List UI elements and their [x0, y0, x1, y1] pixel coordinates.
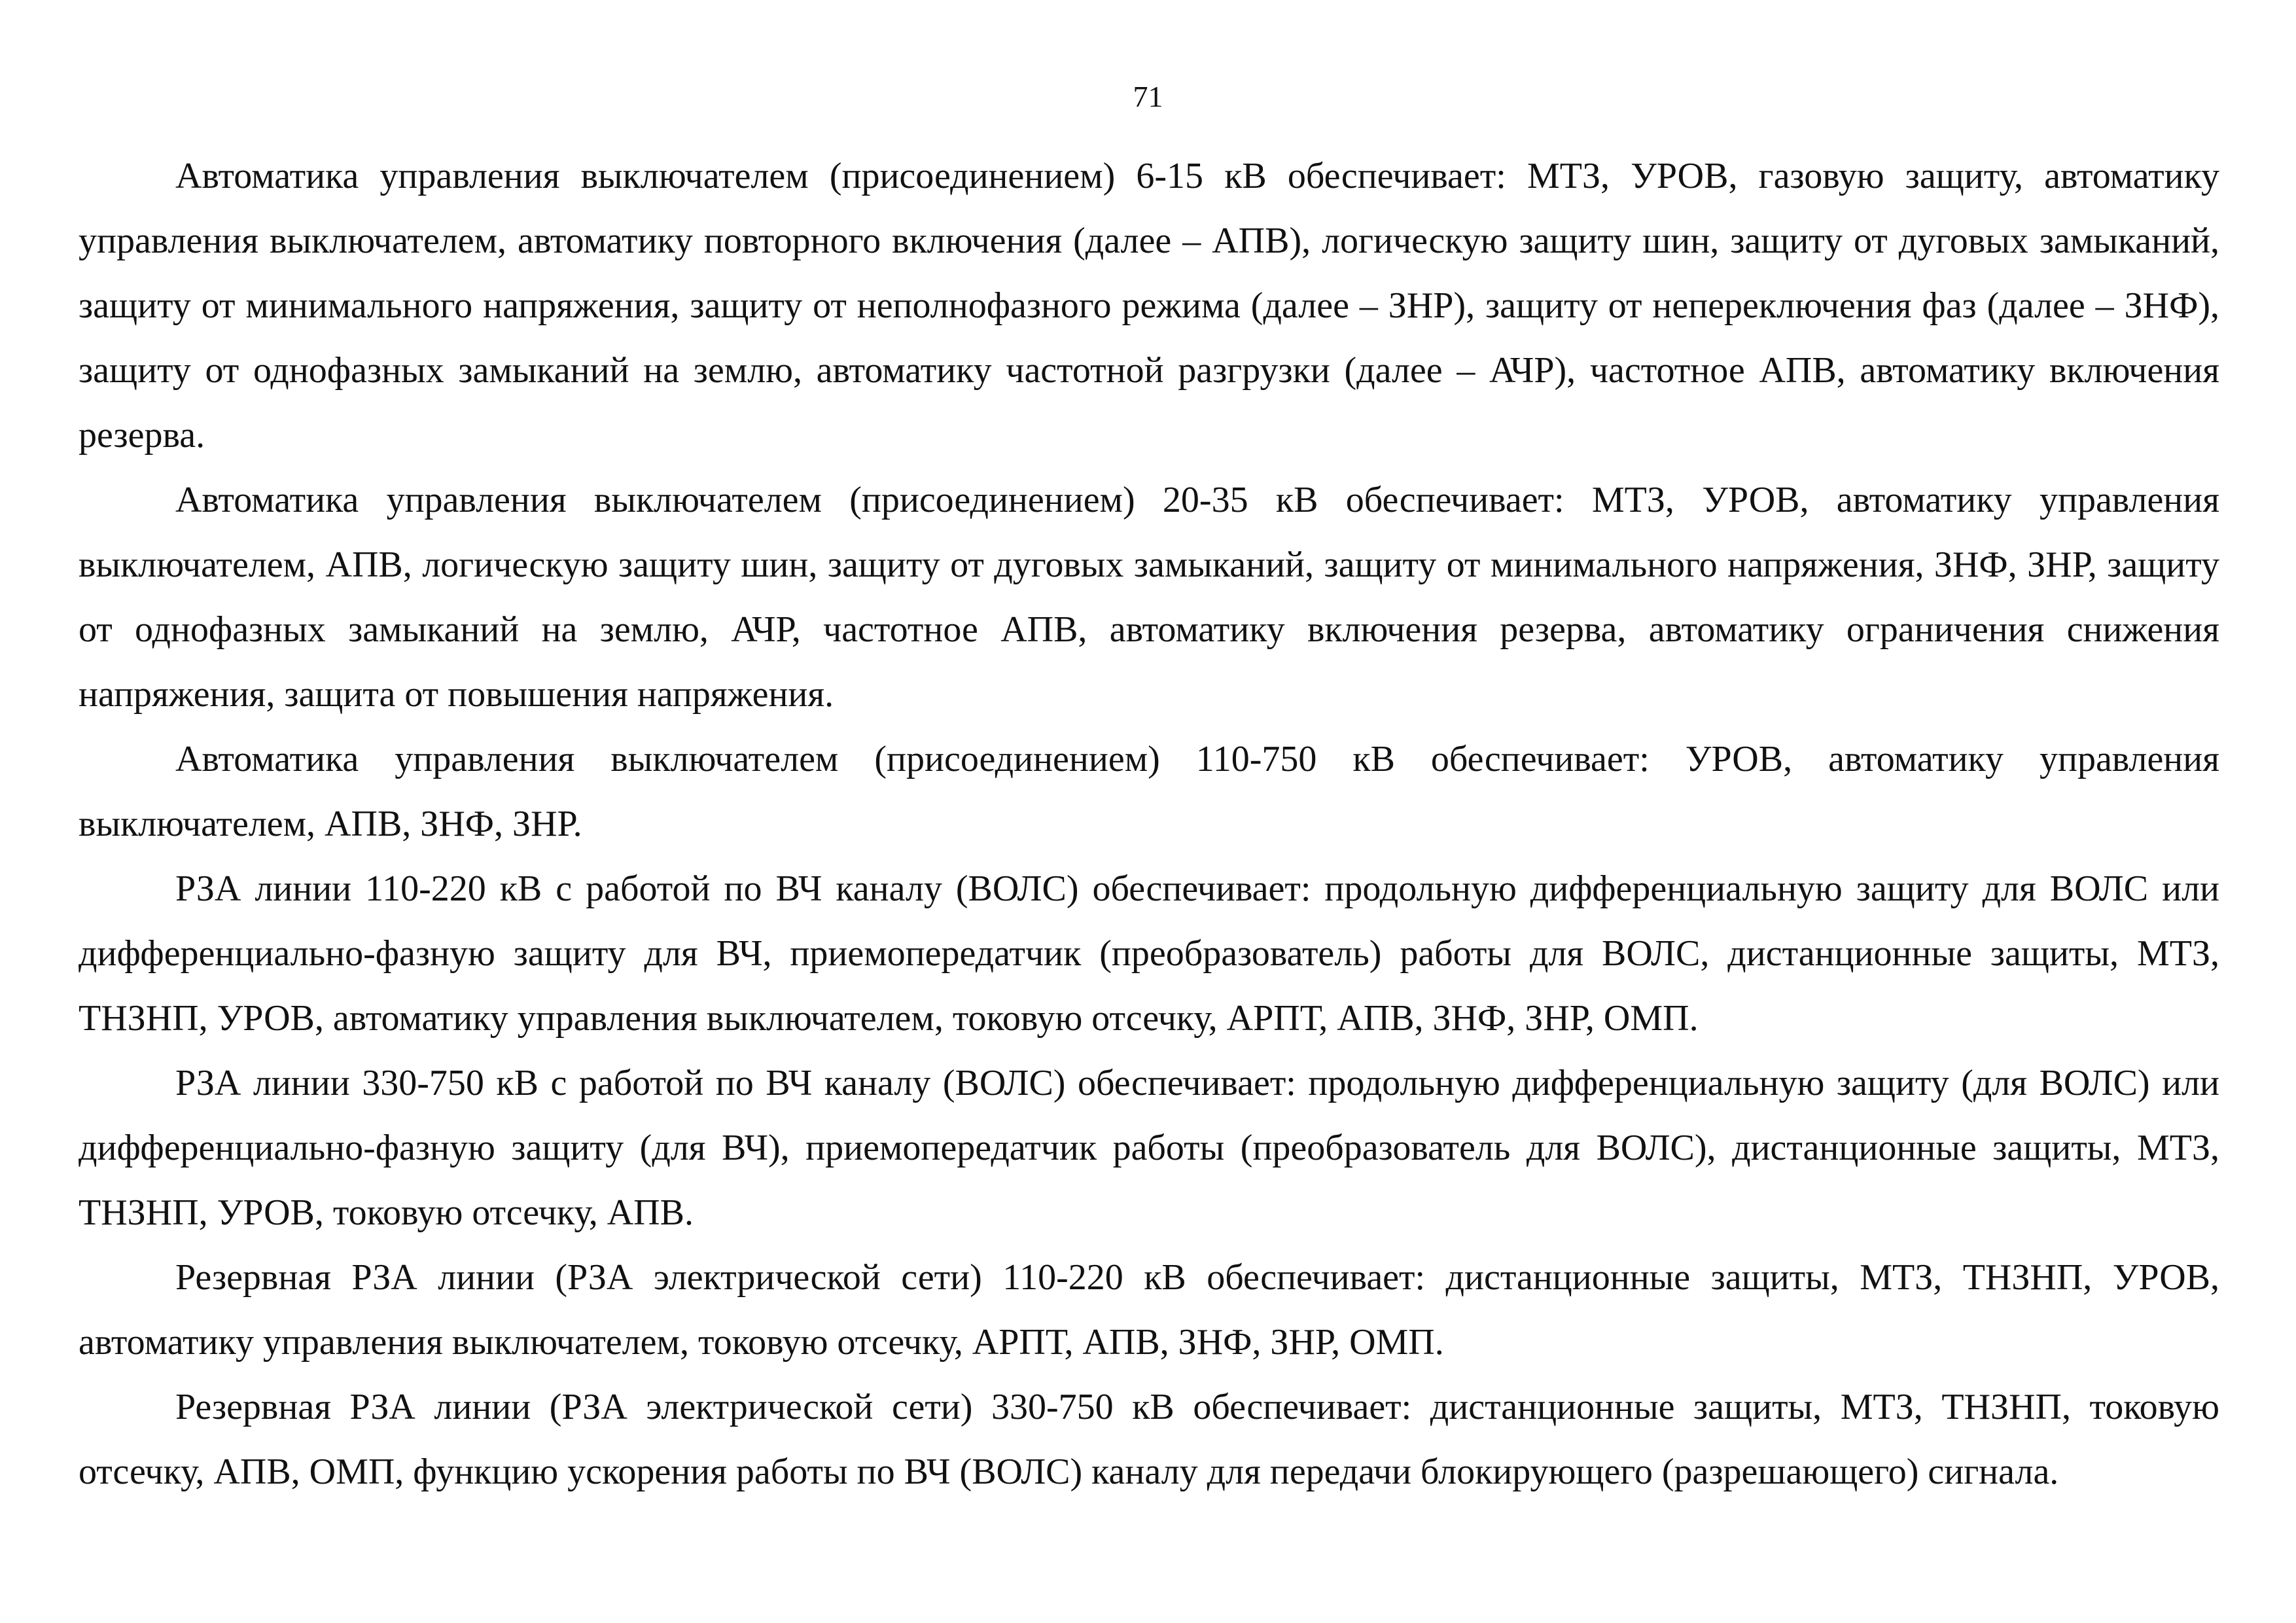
- paragraph-rza-110-220kv-line: РЗА линии 110-220 кВ с работой по ВЧ каналу (ВОЛС) обеспечивает: продольную дифференциальную защиту для ВОЛС или дифференциально-фазную защиту для ВЧ, приемопередатчик (преобразователь) работы для ВОЛС, дистанционные защиты, МТЗ, ТНЗНП, УРОВ, автоматику управления выключателем, токовую отсечку, АРПТ, АПВ, ЗНФ, ЗНР, ОМП.: [79, 868, 2219, 1039]
- paragraph-110-750kv-automation: Автоматика управления выключателем (присоединением) 110-750 кВ обеспечивает: УРОВ, автоматику управления выключателем, АПВ, ЗНФ, ЗНР.: [79, 739, 2219, 844]
- paragraph-20-35kv-automation: Автоматика управления выключателем (присоединением) 20-35 кВ обеспечивает: МТЗ, УРОВ, автоматику управления выключателем, АПВ, логическую защиту шин, защиту от дуговых замыканий, защиту от минимального напряжения, ЗНФ, ЗНР, защиту от однофазных замыканий на землю, АЧР, частотное АПВ, автоматику включения резерва, автоматику ограничения снижения напряжения, защита от повышения напряжения.: [79, 480, 2219, 715]
- paragraph-backup-rza-330-750kv: Резервная РЗА линии (РЗА электрической сети) 330-750 кВ обеспечивает: дистанционные защиты, МТЗ, ТНЗНП, токовую отсечку, АПВ, ОМП, функцию ускорения работы по ВЧ (ВОЛС) каналу для передачи блокирующего (разрешающего) сигнала.: [79, 1387, 2219, 1492]
- paragraph-rza-330-750kv-line: РЗА линии 330-750 кВ с работой по ВЧ каналу (ВОЛС) обеспечивает: продольную дифференциальную защиту (для ВОЛС) или дифференциально-фазную защиту (для ВЧ), приемопередатчик работы (преобразователь для ВОЛС), дистанционные защиты, МТЗ, ТНЗНП, УРОВ, токовую отсечку, АПВ.: [79, 1063, 2219, 1233]
- paragraph-6-15kv-automation: Автоматика управления выключателем (присоединением) 6-15 кВ обеспечивает: МТЗ, УРОВ, газовую защиту, автоматику управления выключателем, автоматику повторного включения (далее – АПВ), логическую защиту шин, защиту от дуговых замыканий, защиту от минимального напряжения, защиту от неполнофазного режима (далее – ЗНР), защиту от непереключения фаз (далее – ЗНФ), защиту от однофазных замыканий на землю, автоматику частотной разгрузки (далее – АЧР), частотное АПВ, автоматику включения резерва.: [79, 156, 2219, 455]
- paragraph-backup-rza-110-220kv: Резервная РЗА линии (РЗА электрической сети) 110-220 кВ обеспечивает: дистанционные защиты, МТЗ, ТНЗНП, УРОВ, автоматику управления выключателем, токовую отсечку, АРПТ, АПВ, ЗНФ, ЗНР, ОМП.: [79, 1257, 2219, 1363]
- page-number: 71: [1133, 80, 1163, 113]
- document-body: [79, 144, 2219, 1505]
